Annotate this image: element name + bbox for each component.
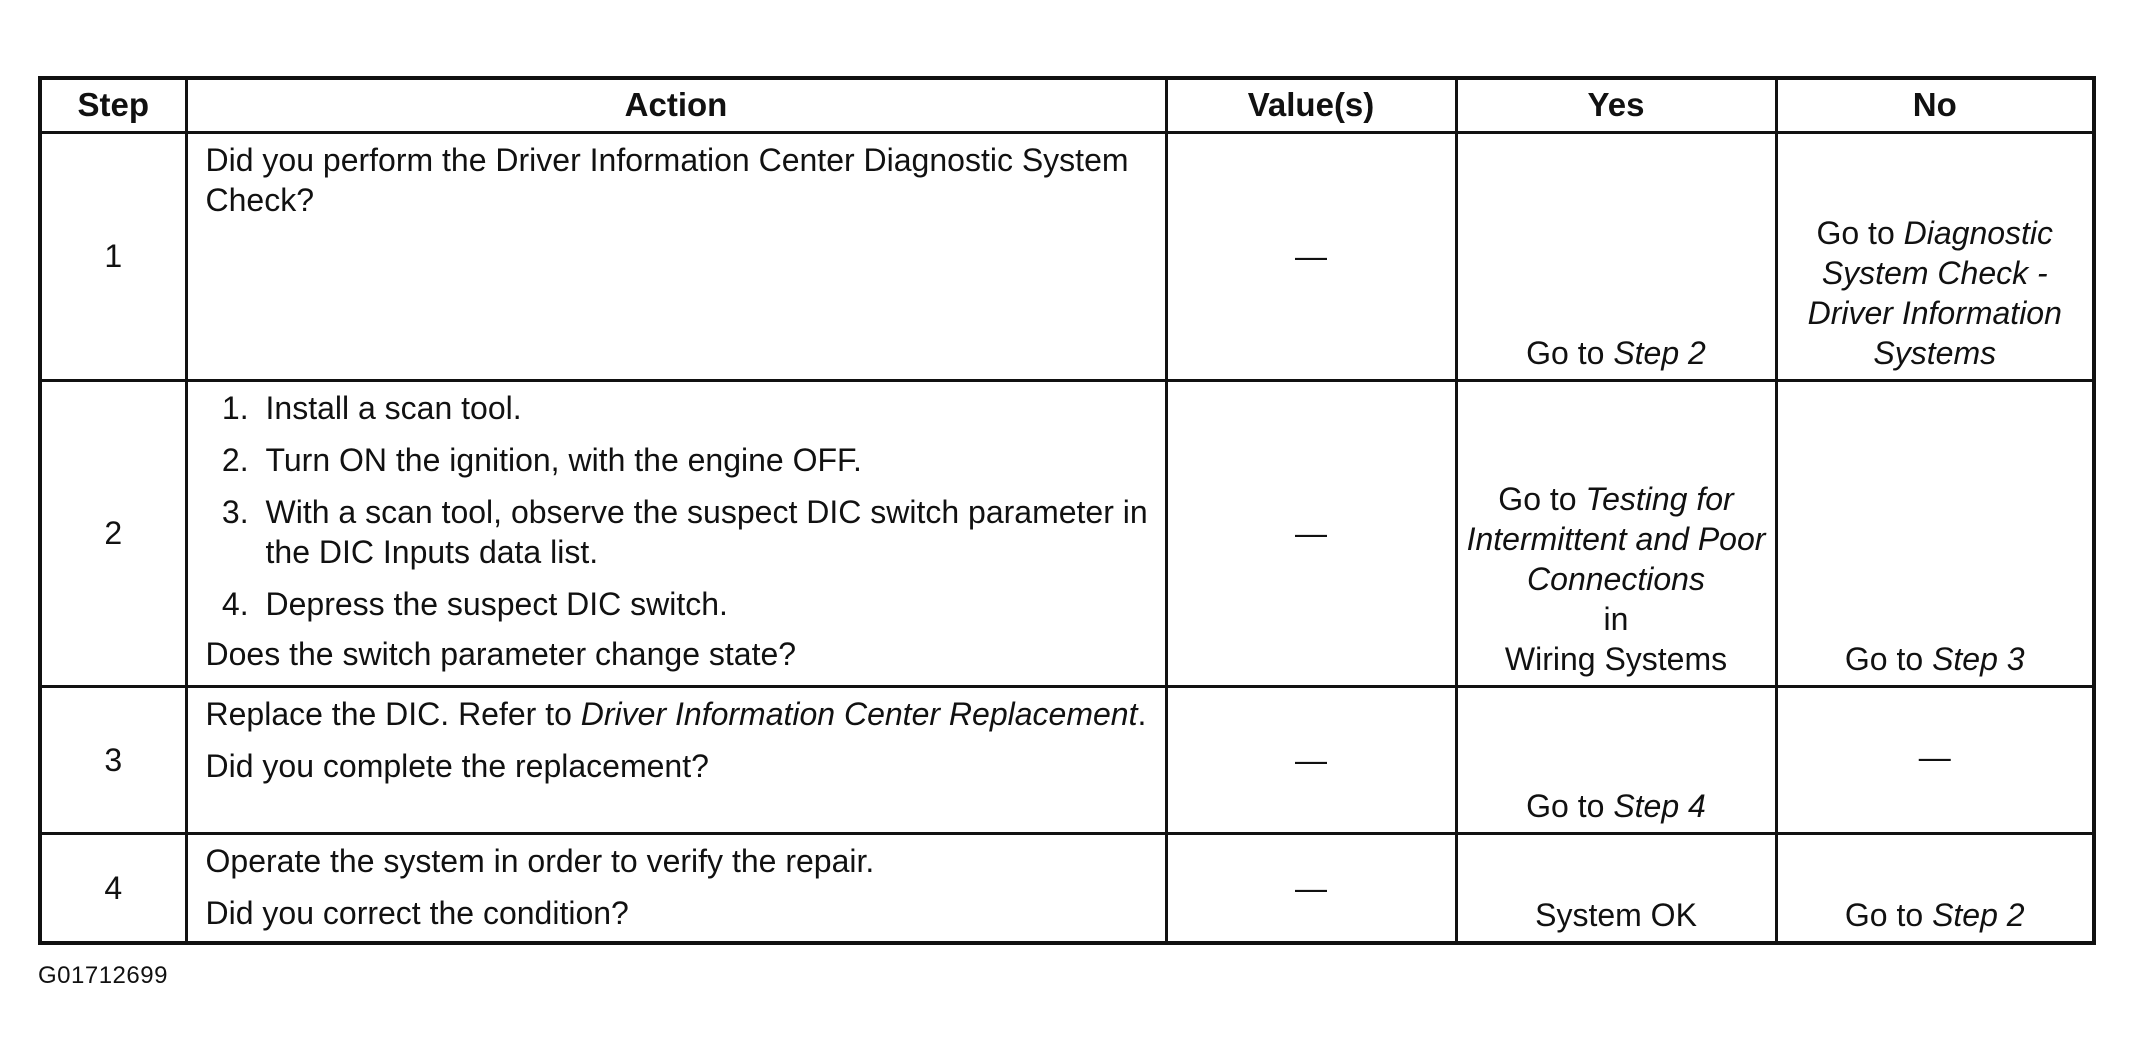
table-row bbox=[40, 833, 2094, 943]
action-reference-link[interactable]: Driver Information Center Replacement bbox=[580, 695, 1138, 732]
no-cell bbox=[1776, 833, 2094, 943]
yes-suffix: in bbox=[1603, 600, 1629, 637]
yes-prefix: Go to bbox=[1498, 480, 1586, 517]
value-cell: — bbox=[1166, 833, 1456, 943]
header-no: No bbox=[1776, 78, 2094, 132]
value-cell: — bbox=[1166, 686, 1456, 833]
no-reference-link[interactable]: Diagnostic System Check - Driver Information Systems bbox=[1807, 214, 2062, 371]
no-cell bbox=[1776, 380, 2094, 686]
table-row bbox=[40, 686, 2094, 833]
no-step-link[interactable]: Step 3 bbox=[1932, 640, 2025, 677]
yes-cell bbox=[1456, 132, 1776, 380]
header-yes: Yes bbox=[1456, 78, 1776, 132]
action-steps-list bbox=[206, 388, 1151, 624]
header-values: Value(s) bbox=[1166, 78, 1456, 132]
action-text: Did you perform the Driver Information Center Diagnostic System Check? bbox=[205, 141, 1129, 218]
yes-reference-link[interactable]: Testing for Intermittent and Poor Connections bbox=[1466, 480, 1766, 597]
yes-prefix: Go to bbox=[1526, 334, 1614, 371]
action-step-item: 1. Install a scan tool. bbox=[258, 388, 1151, 428]
no-prefix: Go to bbox=[1816, 214, 1904, 251]
action-question: Did you correct the condition? bbox=[205, 894, 629, 931]
diagnostic-table bbox=[38, 76, 2096, 945]
yes-cell bbox=[1456, 380, 1776, 686]
table-row bbox=[40, 132, 2094, 380]
yes-step-link[interactable]: Step 2 bbox=[1613, 334, 1706, 371]
step-number: 2 bbox=[40, 380, 186, 686]
no-prefix: Go to bbox=[1844, 640, 1933, 677]
yes-cell: System OK bbox=[1456, 833, 1776, 943]
yes-suffix-2: Wiring Systems bbox=[1504, 640, 1728, 677]
action-text-prefix: Replace the DIC. Refer to bbox=[205, 695, 581, 732]
table-header-row bbox=[40, 78, 2094, 132]
yes-prefix: Go to bbox=[1526, 787, 1614, 824]
no-prefix: Go to bbox=[1844, 897, 1933, 933]
value-cell: — bbox=[1166, 380, 1456, 686]
no-step-link[interactable]: Step 2 bbox=[1932, 897, 2025, 933]
no-cell bbox=[1776, 132, 2094, 380]
action-step-item: 3. With a scan tool, observe the suspect DIC switch parameter in the DIC Inputs data list. bbox=[258, 492, 1151, 572]
step-number: 4 bbox=[40, 833, 186, 943]
action-text: Operate the system in order to verify the repair. bbox=[205, 842, 875, 879]
header-step: Step bbox=[40, 78, 186, 132]
yes-step-link[interactable]: Step 4 bbox=[1613, 787, 1706, 824]
header-action: Action bbox=[186, 78, 1166, 132]
action-question: Did you complete the replacement? bbox=[205, 747, 709, 784]
action-cell bbox=[186, 132, 1166, 380]
value-cell: — bbox=[1166, 132, 1456, 380]
action-cell bbox=[186, 686, 1166, 833]
step-number: 1 bbox=[40, 132, 186, 380]
table-row bbox=[40, 380, 2094, 686]
action-cell bbox=[186, 833, 1166, 943]
action-cell bbox=[186, 380, 1166, 686]
figure-id: G01712699 bbox=[38, 962, 168, 989]
action-text bbox=[206, 694, 1151, 734]
yes-cell bbox=[1456, 686, 1776, 833]
step-number: 3 bbox=[40, 686, 186, 833]
action-question: Does the switch parameter change state? bbox=[205, 635, 797, 672]
action-text-suffix: . bbox=[1137, 695, 1147, 732]
action-step-item: 4. Depress the suspect DIC switch. bbox=[258, 584, 1151, 624]
no-cell: — bbox=[1776, 686, 2094, 833]
action-step-item: 2. Turn ON the ignition, with the engine OFF. bbox=[258, 440, 1151, 480]
